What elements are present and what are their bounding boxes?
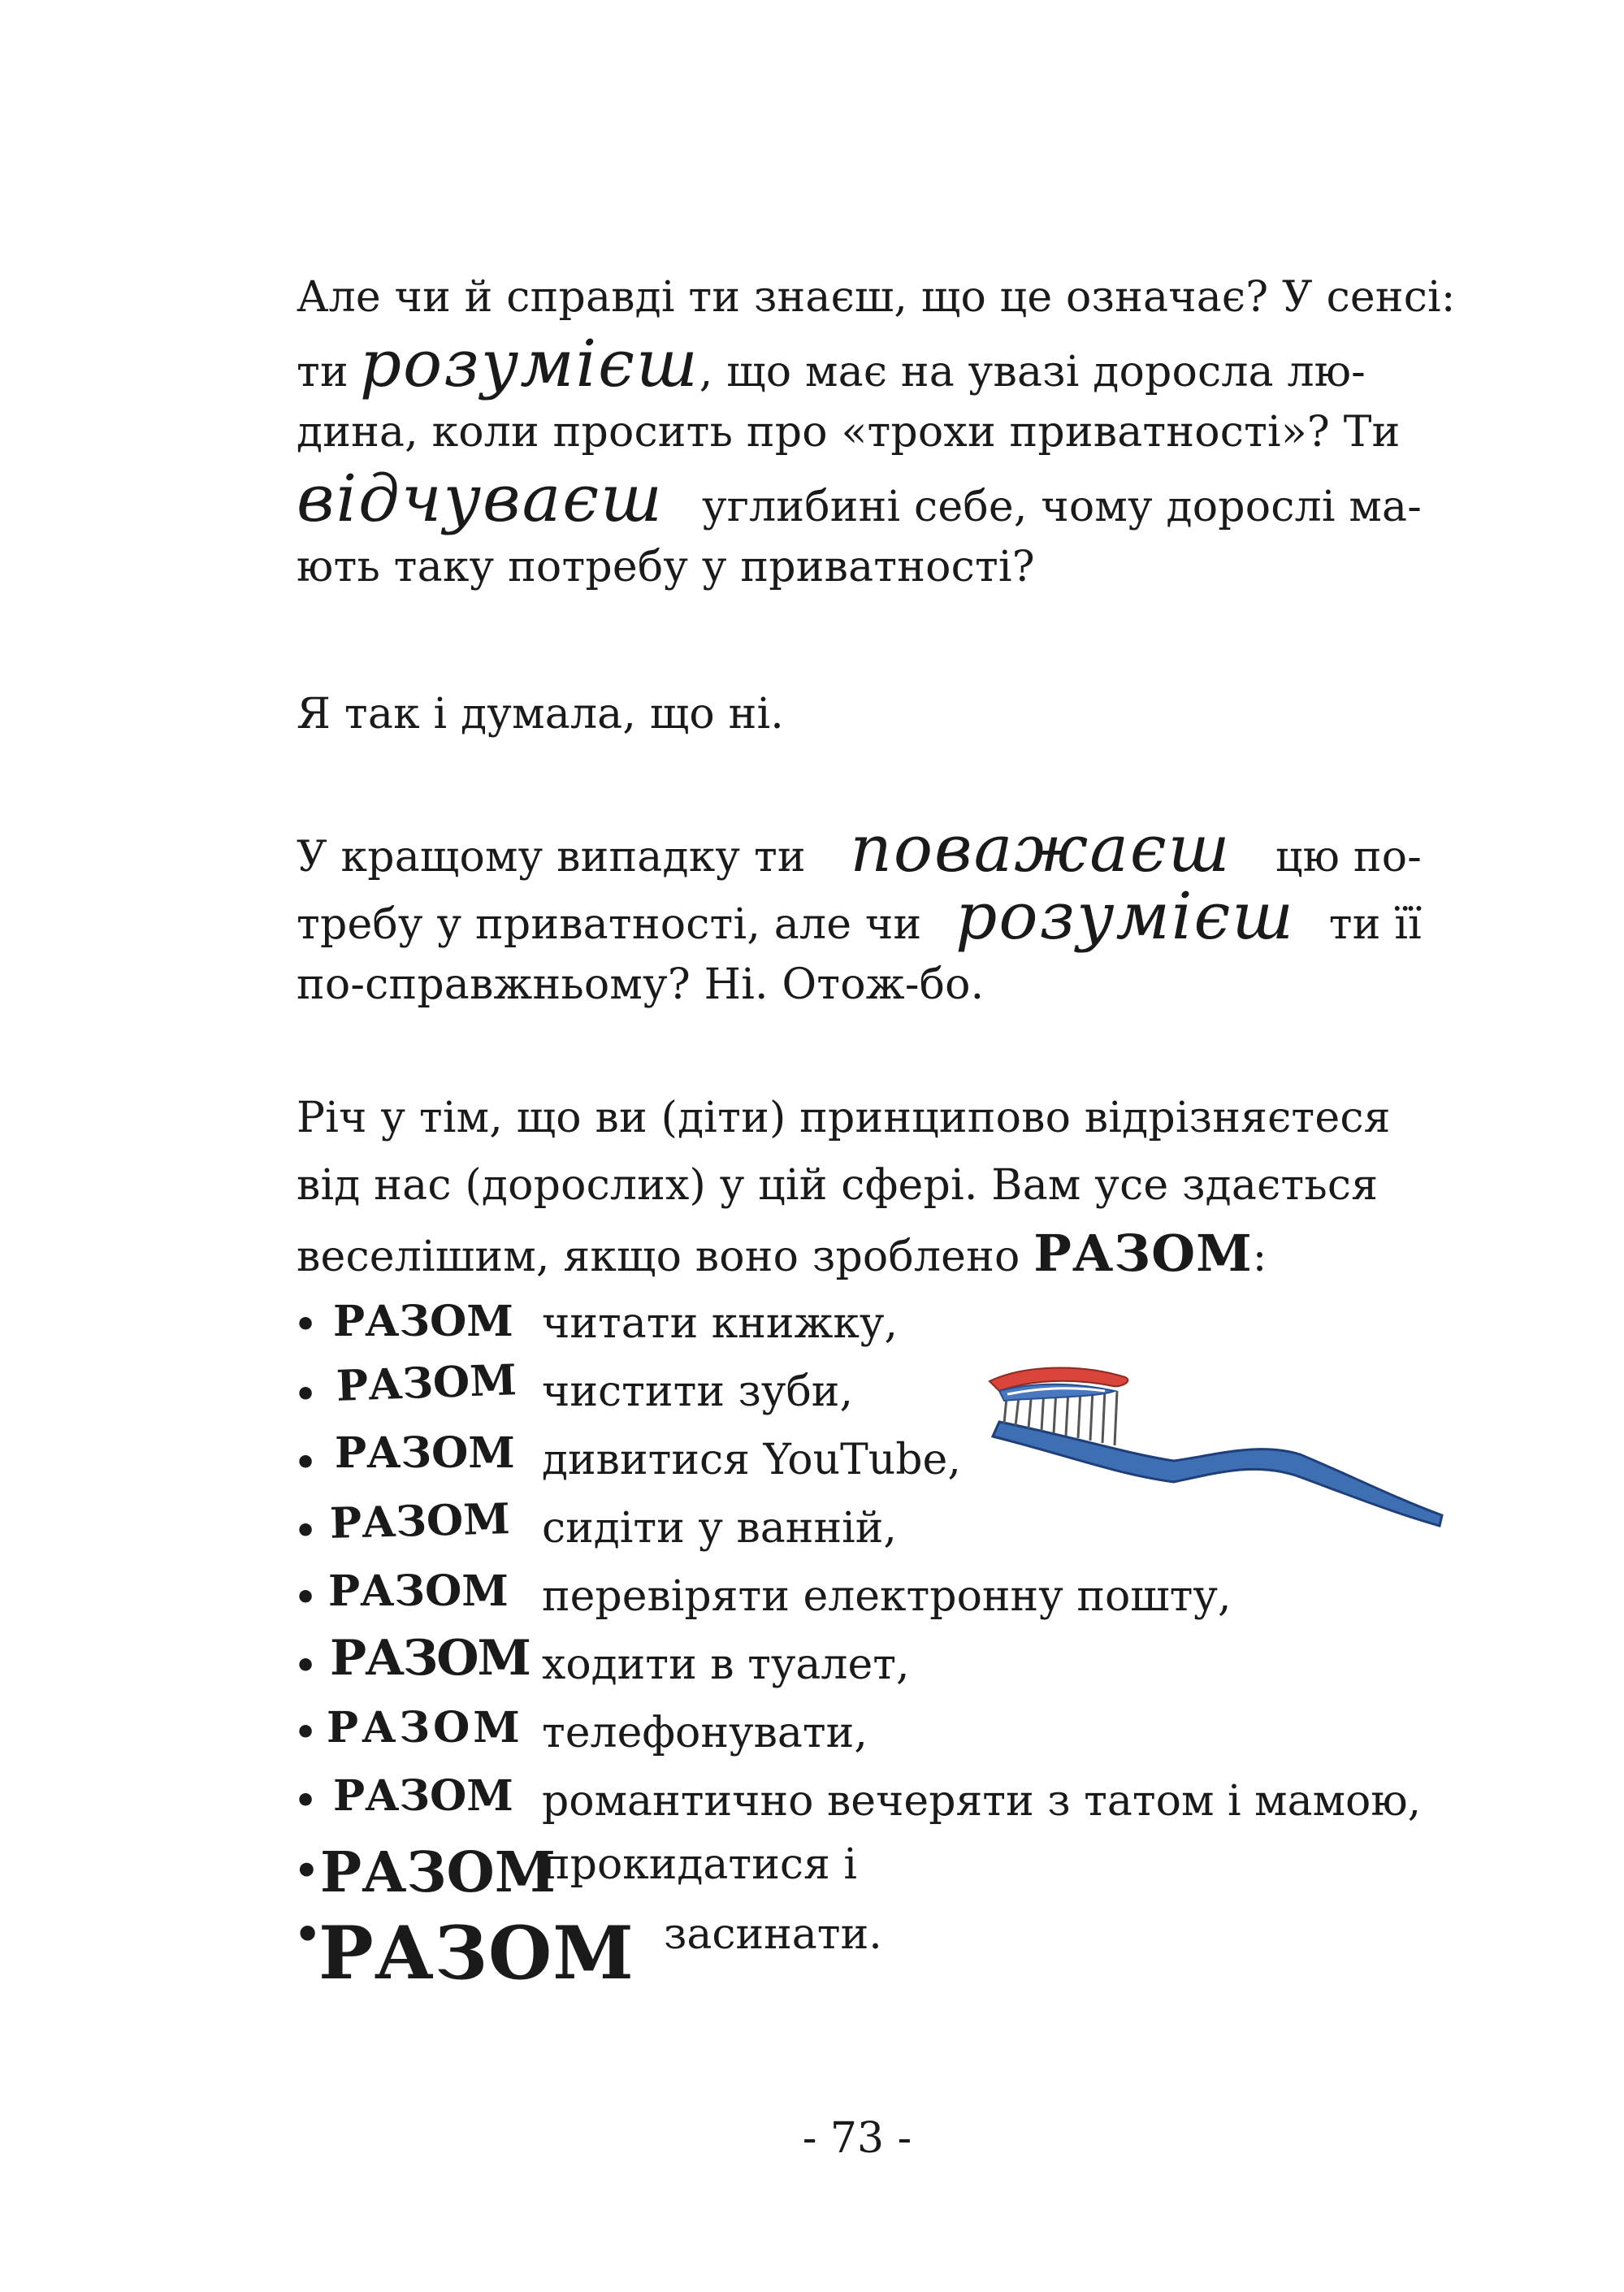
text-segment: Я так і думала, що ні.	[297, 690, 785, 739]
toothbrush-icon	[975, 1332, 1446, 1560]
paragraph-3-line-1	[297, 811, 1422, 886]
bullet: •	[294, 1848, 319, 1894]
paragraph-1-line-2	[297, 326, 1422, 401]
list-item-text: романтично вечеряти з татом і мамою,	[542, 1777, 1422, 1826]
paragraph-1-line-3	[297, 399, 1422, 466]
list-item-text: сидіти у ванній,	[542, 1504, 897, 1553]
text-segment: від нас (дорослих) у цій сфері. Вам усе здається	[297, 1161, 1379, 1210]
together-word: РАЗОМ	[328, 1566, 509, 1616]
list-item-text: перевіряти електронну пошту,	[542, 1572, 1232, 1621]
emphasis-word: розумієш	[359, 326, 699, 401]
paragraph-2-line-1	[297, 681, 1422, 748]
paragraph-4-line-1	[297, 1085, 1422, 1152]
bullet: •	[294, 1304, 318, 1345]
paragraph-4-line-3	[297, 1220, 1422, 1287]
paragraph-4	[297, 1085, 1422, 1287]
emphasis-word: розумієш	[955, 878, 1296, 954]
together-word: РАЗОМ	[333, 1771, 513, 1821]
bullet: •	[294, 1910, 322, 1960]
paragraph-4-line-2	[297, 1152, 1422, 1220]
page-number: - 73 -	[802, 2114, 912, 2163]
caps-word: РАЗОМ	[1033, 1224, 1253, 1283]
text-segment: У кращому випадку ти	[297, 833, 806, 882]
paragraph-2	[297, 681, 1422, 748]
paragraph-3-line-2	[297, 878, 1422, 954]
list-item	[294, 1629, 1431, 1697]
list-item	[294, 1766, 1431, 1834]
emphasis-word: поважаєш	[850, 811, 1232, 886]
paragraph-1-line-5	[297, 534, 1422, 601]
bullet: •	[294, 1712, 318, 1753]
list-item-text: засинати.	[664, 1910, 882, 1959]
bullet: •	[294, 1374, 318, 1415]
list-item-text: ходити в туалет,	[542, 1640, 910, 1689]
list-item-text: читати книжку,	[542, 1299, 899, 1348]
paragraph-1	[297, 264, 1456, 601]
text-segment: ти її	[1328, 900, 1422, 949]
text-segment: цю по-	[1275, 833, 1422, 882]
list-item	[294, 1834, 1431, 1905]
bullet: •	[294, 1645, 318, 1687]
list-item-text: дивитися YouTube,	[542, 1436, 961, 1484]
paragraph-1-line-4	[297, 461, 1422, 536]
together-word: РАЗОМ	[333, 1297, 513, 1346]
together-word: РАЗОМ	[320, 1840, 556, 1905]
list-item-text: прокидатися і	[542, 1840, 857, 1889]
together-word: РАЗОМ	[318, 1910, 634, 1996]
toothbrush-handle	[993, 1422, 1442, 1526]
text-segment: ють таку потребу у приватності?	[297, 543, 1035, 591]
bullet: •	[294, 1510, 318, 1552]
together-word: РАЗОМ	[335, 1428, 515, 1478]
list-item	[294, 1905, 1431, 1995]
together-word: РАЗОМ	[330, 1630, 530, 1687]
text-segment: , що має на увазі доросла лю-	[699, 348, 1366, 396]
bullet: •	[294, 1442, 318, 1484]
list-item	[294, 1561, 1431, 1629]
text-segment: Але чи й справді ти знаєш, що це означає? У сенсі:	[297, 273, 1456, 322]
text-segment: Річ у тім, що ви (діти) принципово відрізняєтеся	[297, 1094, 1391, 1142]
emphasis-word: відчуваєш	[297, 461, 664, 536]
together-word: РАЗОМ	[327, 1703, 523, 1753]
list-item-text: телефонувати,	[542, 1709, 868, 1757]
text-segment: веселішим, якщо воно зроблено	[297, 1233, 1020, 1281]
paragraph-1-line-1	[297, 264, 1456, 331]
text-segment: ти	[297, 348, 349, 396]
list-item	[294, 1697, 1431, 1766]
text-segment: дина, коли просить про «трохи приватності»? Ти	[297, 408, 1401, 457]
paragraph-3-line-3	[297, 951, 1422, 1019]
list-item-text: чистити зуби,	[542, 1367, 853, 1416]
bullet: •	[294, 1780, 318, 1822]
together-word: РАЗОМ	[329, 1494, 511, 1549]
text-segment: :	[1252, 1233, 1267, 1281]
text-segment: требу у приватності, але чи	[297, 900, 922, 949]
together-word: РАЗОМ	[335, 1355, 518, 1411]
text-segment: углибині себе, чому дорослі ма-	[701, 483, 1422, 531]
paragraph-3	[297, 811, 1422, 1019]
text-segment: по-справжньому? Ні. Отож-бо.	[297, 960, 985, 1009]
bullet: •	[294, 1577, 318, 1618]
